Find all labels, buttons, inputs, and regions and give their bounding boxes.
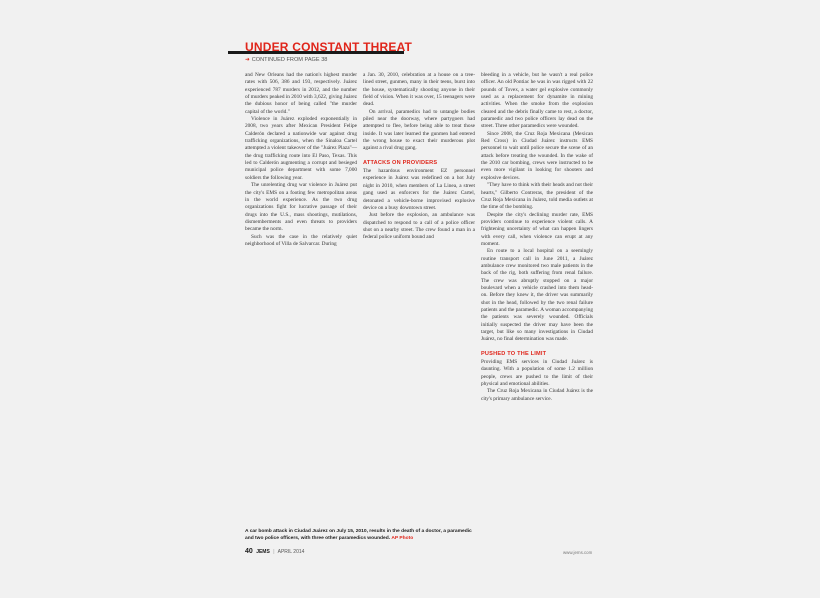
article-column-1 xyxy=(245,72,357,248)
article-paragraph: Since 2008, the Cruz Roja Mexicana (Mexican Red Cross) in Ciudad Juárez instructs EMS personnel to wait until police secure the scene of an attack before treating the wounded. In the wake of the 2010 car bombing, crews were instructed to be even more vigilant in looking for shooters and explosive devices. xyxy=(481,130,593,181)
article-paragraph: a Jan. 30, 2010, celebration at a house on a tree-lined street, gunmen, many in their teens, burst into the house, systematically shooting anyone in their field of vision. When it was over, 15 teenagers were dead. xyxy=(363,72,475,108)
article-paragraph: bleeding in a vehicle, but he wasn't a real police officer. An old Pontiac he was in was rigged with 22 pounds of Tovex, a water gel explosive commonly used as a replacement for dynamite in mining activities. When the smoke from the explosion cleared and the debris finally came to rest, a doctor, paramedic and two police officers lay dead on the street. Three other paramedics were wounded. xyxy=(481,72,593,130)
page-number: 40 xyxy=(245,548,253,555)
footer-url: www.jems.com xyxy=(563,550,593,555)
continued-from-note xyxy=(245,57,327,63)
article-paragraph: Violence in Juárez exploded exponentially in 2008, two years after Mexican President Felipe Calderón declared a nationwide war against drug trafficking organizations, when the Sinaloa Cartel attempted a violent takeover of the "Juárez Plaza"—the drug trafficking route into El Paso, Texas. This led to Calderón augmenting a corrupt and besieged municipal police department with some 7,000 soldiers the following year. xyxy=(245,116,357,181)
article-paragraph: En route to a local hospital on a seemingly routine transport call in June 2011, a Juárez ambulance crew monitored two male patients in the back of the rig, both suffering from renal failure. The crew was abruptly stopped on a major boulevard when a vehicle crashed into them head-on. Before they knew it, the driver was summarily shot in the head, followed by the two renal failure patients and the paramedic. A woman accompanying the patients was severely wounded. Officials initially suspected the driver may have been the target, but like so many investigations in Ciudad Juárez, no final determination was made. xyxy=(481,248,593,343)
magazine-brand: JEMS xyxy=(256,549,270,555)
issue-date: APRIL 2014 xyxy=(277,549,305,555)
photo-caption xyxy=(245,528,480,542)
article-paragraph: The hazardous environment EZ personnel experience in Juárez was redefined on a hot July night in 2010, when members of La Linea, a street gang used as enforcers for the Juárez Cartel, detonated a vehicle-borne improvised explosive device on a busy downtown street. xyxy=(363,168,475,211)
arrow-icon: ➜ xyxy=(245,57,250,63)
photo-credit: AP Photo xyxy=(391,536,414,541)
article-paragraph: "They have to think with their heads and not their hearts," Gilberto Contreras, the president of the Cruz Roja Mexicana in Juárez, told media outlets at the time of the bombing. xyxy=(481,182,593,211)
article-paragraph: Despite the city's declining murder rate, EMS providers continue to experience violent calls. A frightening uncertainty of what can happen lingers with every call, when violence can erupt at any moment. xyxy=(481,211,593,247)
article-column-2 xyxy=(363,72,475,242)
article-headline: UNDER CONSTANT THREAT xyxy=(245,40,413,54)
footer-divider: | xyxy=(273,549,275,555)
article-paragraph: and New Orleans had the nation's highest murder rates with 506, 386 and 193, respectively. Juárez experienced 787 murders in 2012, and the number of murders peaked in 2010 with 3,622, giving Juárez the dubious honor of being called "the murder capital of the world." xyxy=(245,72,357,115)
article-paragraph: Such was the case in the relatively quiet neighborhood of Villa de Salvarcar. During xyxy=(245,233,357,247)
article-column-3 xyxy=(481,72,593,403)
article-paragraph: Providing EMS services in Ciudad Juárez is daunting. With a population of some 1.2 million people, crews are pushed to the limit of their physical and emotional abilities. xyxy=(481,359,593,388)
article-paragraph: On arrival, paramedics had to untangle bodies piled near the doorway, where partygoers had attempted to flee, before being able to treat those inside. It was later learned the gunmen had entered the wrong house to exact their murderous plot against a rival drug gang. xyxy=(363,108,475,152)
page-footer xyxy=(245,548,304,555)
caption-text: A car bomb attack in Ciudad Juárez on July 15, 2010, results in the death of a doctor, a paramedic and two police officers, with three other paramedics wounded. xyxy=(245,529,472,541)
article-paragraph: The unrelenting drug war violence in Juárez put the city's EMS on a footing few metropolitan areas in the world experience. As the two drug organizations fight for lucrative passage of their drugs into the U.S., mass shootings, mutilations, dismemberments and even threats to providers became the norm. xyxy=(245,182,357,233)
section-subhead: ATTACKS ON PROVIDERS xyxy=(363,159,438,166)
continued-text: CONTINUED FROM PAGE 38 xyxy=(251,57,328,63)
article-paragraph: The Cruz Roja Mexicana in Ciudad Juárez is the city's primary ambulance service. xyxy=(481,388,593,402)
section-subhead: PUSHED TO THE LIMIT xyxy=(481,350,547,357)
article-paragraph: Just before the explosion, an ambulance was dispatched to respond to a call of a police officer shot on a nearby street. The crew found a man in a federal police uniform bound and xyxy=(363,212,475,241)
